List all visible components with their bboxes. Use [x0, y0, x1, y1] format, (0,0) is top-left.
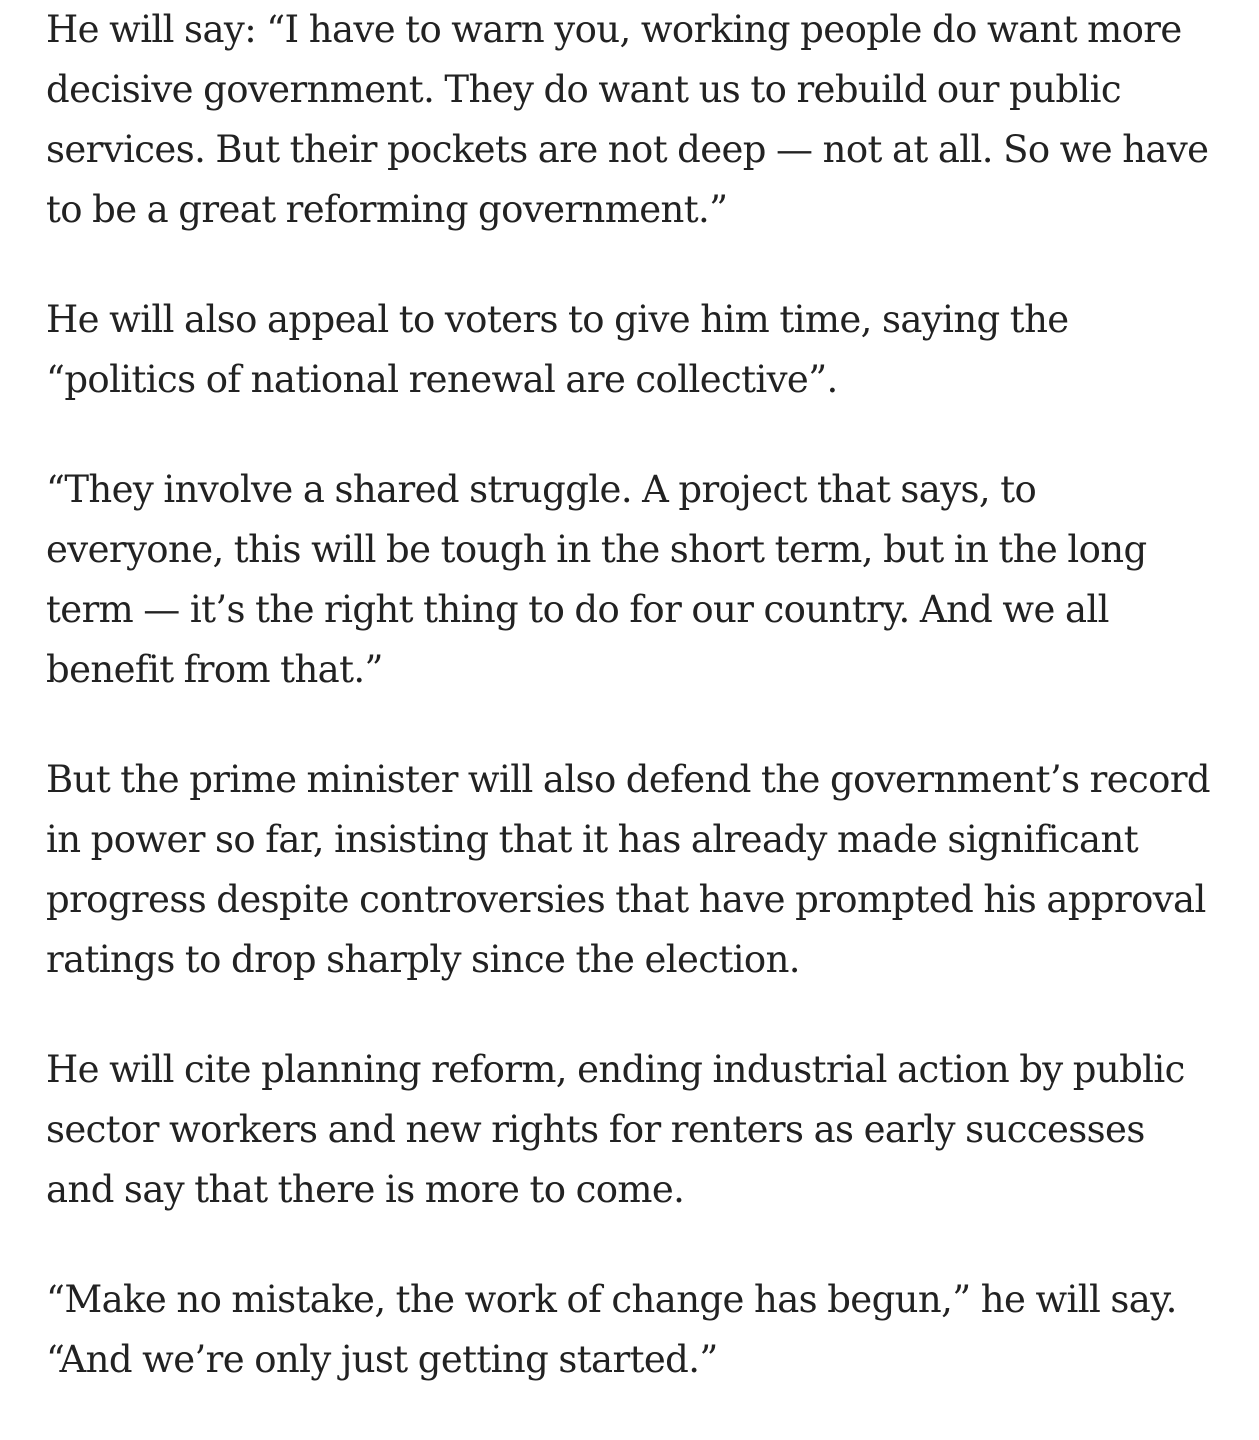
article-body	[46, 0, 1216, 1440]
article-paragraph: He will say: “I have to warn you, working people do want more decisive government. They do want us to rebuild our public services. But their pockets are not deep — not at all. So we have to be a great reforming government.”	[46, 8, 1209, 231]
article-paragraph: He will also appeal to voters to give him time, saying the “politics of national renewal are collective”.	[46, 298, 1069, 401]
article-paragraph: But the prime minister will also defend the government’s record in power so far, insisting that it has already made significant progress despite controversies that have prompted his approval ratings to drop sharply since the election.	[46, 758, 1211, 981]
article-paragraph: “They involve a shared struggle. A project that says, to everyone, this will be tough in the short term, but in the long term — it’s the right thing to do for our country. And we all benefit from that.”	[46, 468, 1147, 691]
article-paragraph: “Make no mistake, the work of change has begun,” he will say. “And we’re only just getting started.”	[46, 1278, 1177, 1381]
article-paragraph: He will cite planning reform, ending industrial action by public sector workers and new rights for renters as early successes and say that there is more to come.	[46, 1048, 1185, 1211]
